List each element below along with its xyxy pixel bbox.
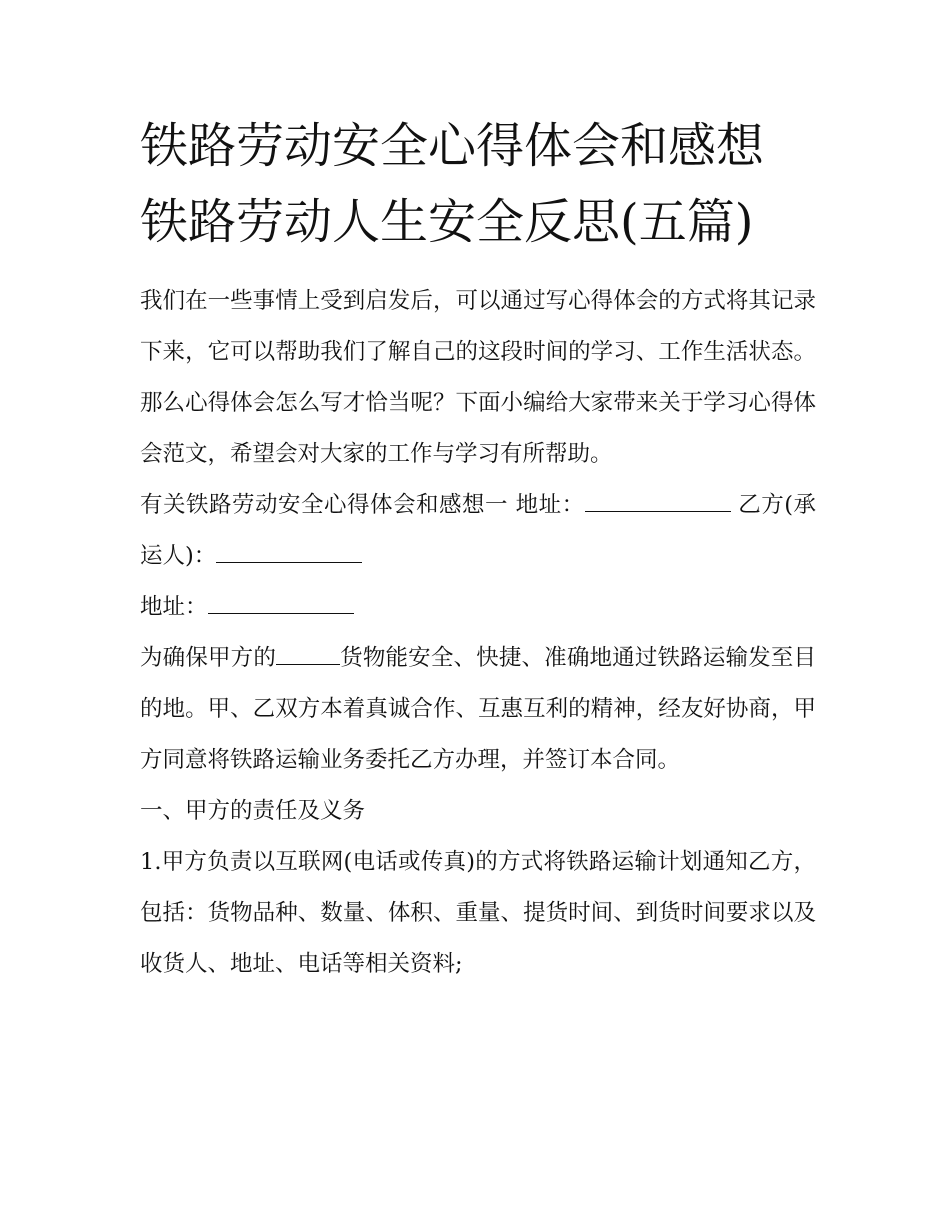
- address-paragraph: [140, 582, 816, 633]
- document-body: [140, 276, 816, 990]
- purpose-text-after: 货物能安全、快捷、准确地通过铁路运输发至目的地。甲、乙双方本着真诚合作、互惠互利的精神，经友好协商，甲方同意将铁路运输业务委托乙方办理，并签订本合同。: [140, 645, 816, 773]
- intro-paragraph: 我们在一些事情上受到启发后，可以通过写心得体会的方式将其记录下来，它可以帮助我们了解自己的这段时间的学习、工作生活状态。那么心得体会怎么写才恰当呢？下面小编给大家带来关于学习心得体会范文，希望会对大家的工作与学习有所帮助。: [140, 288, 816, 467]
- section1-lead-text: 有关铁路劳动安全心得体会和感想一 地址：: [140, 492, 585, 518]
- section1-lead-paragraph: [140, 480, 816, 582]
- purpose-text-before: 为确保甲方的: [140, 645, 276, 671]
- item-1-paragraph: 1.甲方负责以互联网(电话或传真)的方式将铁路运输计划通知乙方，包括：货物品种、数量、体积、重量、提货时间、到货时间要求以及收货人、地址、电话等相关资料;: [140, 849, 816, 977]
- party-b-label: 乙方(承运人)：: [140, 492, 817, 569]
- party-b-blank: [216, 540, 362, 563]
- address-label: 地址：: [140, 594, 208, 620]
- address-blank-2: [208, 591, 354, 614]
- address-blank-1: [585, 489, 731, 512]
- document-title: [140, 108, 820, 260]
- title-line-2: 铁路劳动人生安全反思(五篇): [140, 194, 754, 250]
- goods-blank: [276, 642, 340, 665]
- title-line-1: 铁路劳动安全心得体会和感想: [140, 118, 765, 174]
- purpose-paragraph: [140, 633, 816, 786]
- section-heading-1: 一、甲方的责任及义务: [140, 798, 366, 824]
